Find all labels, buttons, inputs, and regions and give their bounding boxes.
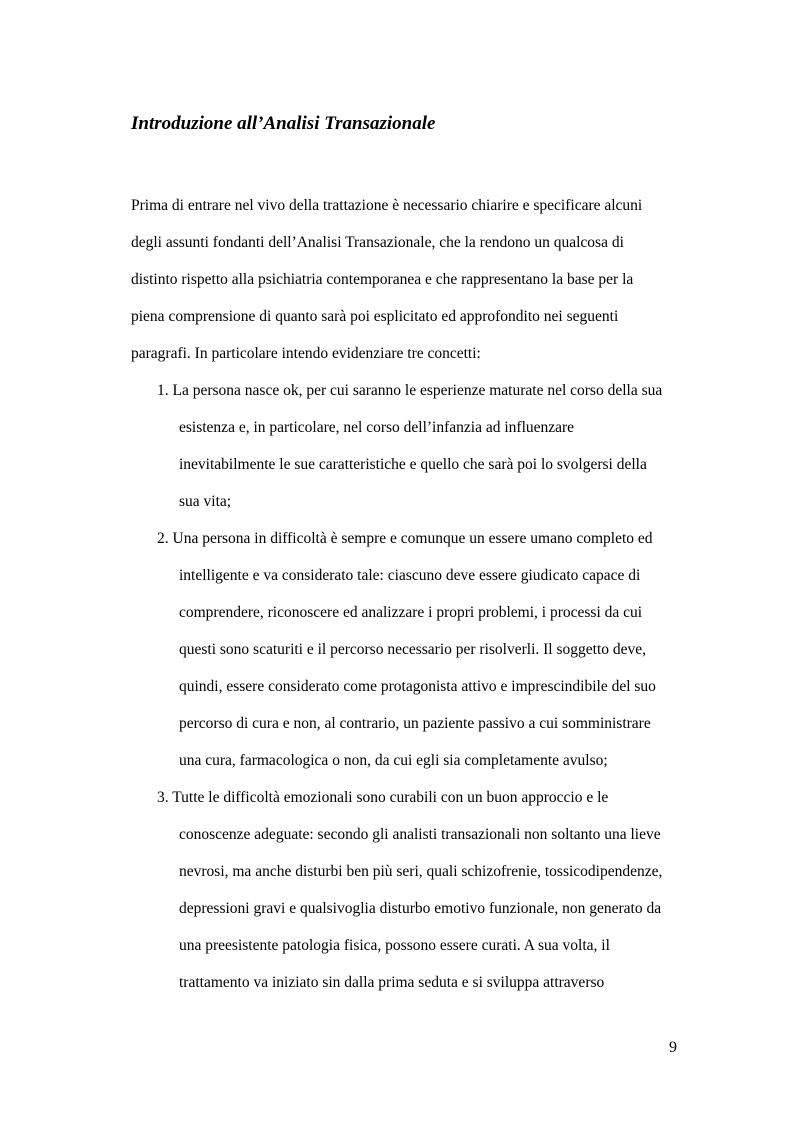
list-item-line: esistenza e, in particolare, nel corso dell’infanzia ad influenzare	[179, 419, 575, 436]
intro-line: piena comprensione di quanto sarà poi esplicitato ed approfondito nei seguenti	[131, 308, 619, 325]
list-item-line: inevitabilmente le sue caratteristiche e quello che sarà poi lo svolgersi della	[179, 456, 647, 473]
list-item-line: sua vita;	[179, 493, 232, 510]
list-item-line: 2. Una persona in difficoltà è sempre e comunque un essere umano completo ed	[157, 530, 653, 547]
list-item-line: 1. La persona nasce ok, per cui saranno le esperienze maturate nel corso della sua	[157, 382, 663, 399]
list-item-line: depressioni gravi e qualsivoglia disturbo emotivo funzionale, non generato da	[179, 900, 662, 917]
intro-line: distinto rispetto alla psichiatria contemporanea e che rappresentano la base per la	[131, 271, 634, 288]
list-item-line: trattamento va iniziato sin dalla prima seduta e si sviluppa attraverso	[179, 974, 605, 991]
list-item-line: una cura, farmacologica o non, da cui egli sia completamente avulso;	[179, 752, 608, 769]
list-item-line: nevrosi, ma anche disturbi ben più seri, quali schizofrenie, tossicodipendenze,	[179, 863, 663, 880]
list-item-line: questi sono scaturiti e il percorso necessario per risolverli. Il soggetto deve,	[179, 641, 647, 658]
list-item-line: una preesistente patologia fisica, possono essere curati. A sua volta, il	[179, 937, 610, 954]
intro-line: degli assunti fondanti dell’Analisi Transazionale, che la rendono un qualcosa di	[131, 234, 624, 251]
list-item-line: quindi, essere considerato come protagonista attivo e imprescindibile del suo	[179, 678, 656, 695]
list-item-line: conoscenze adeguate: secondo gli analisti transazionali non soltanto una lieve	[179, 826, 661, 843]
page-number: 9	[669, 1039, 677, 1056]
list-item-line: percorso di cura e non, al contrario, un paziente passivo a cui somministrare	[179, 715, 651, 732]
section-title: Introduzione all’Analisi Transazionale	[131, 113, 436, 134]
list-item-line: 3. Tutte le difficoltà emozionali sono curabili con un buon approccio e le	[157, 789, 609, 806]
intro-line: Prima di entrare nel vivo della trattazione è necessario chiarire e specificare alcuni	[131, 197, 643, 214]
list-item-line: intelligente e va considerato tale: ciascuno deve essere giudicato capace di	[179, 567, 641, 584]
list-item-line: comprendere, riconoscere ed analizzare i propri problemi, i processi da cui	[179, 604, 643, 621]
intro-line: paragrafi. In particolare intendo evidenziare tre concetti:	[131, 345, 481, 362]
